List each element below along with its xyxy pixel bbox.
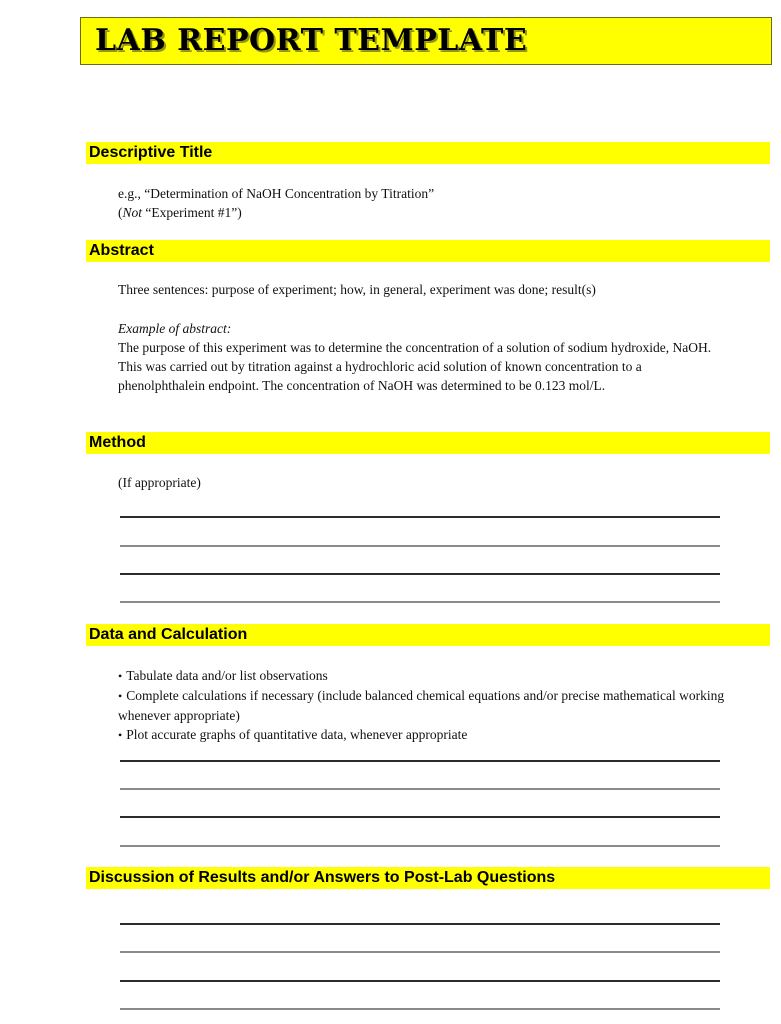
section-heading-method <box>86 432 770 454</box>
section-heading-discussion <box>86 867 770 889</box>
method-write-line-1[interactable] <box>120 516 720 518</box>
discussion-write-line-3[interactable] <box>120 980 720 982</box>
list-item-text: Plot accurate graphs of quantitative data, whenever appropriate <box>126 727 468 742</box>
abstract-intro-text: Three sentences: purpose of experiment; how, in general, experiment was done; result(s) <box>118 282 596 297</box>
section-heading-abstract <box>86 240 770 262</box>
data-write-line-1[interactable] <box>120 760 720 762</box>
method-note-text: (If appropriate) <box>118 475 201 490</box>
list-item <box>118 686 728 725</box>
method-note <box>118 473 201 492</box>
method-write-line-2[interactable] <box>120 545 720 547</box>
descriptive-title-example-line: e.g., “Determination of NaOH Concentration by Titration” <box>118 186 435 201</box>
section-heading-label: Discussion of Results and/or Answers to Post-Lab Questions <box>89 869 556 886</box>
method-write-line-3[interactable] <box>120 573 720 575</box>
document-title: LAB REPORT TEMPLATE <box>95 23 528 58</box>
list-item-text: Tabulate data and/or list observations <box>126 668 328 683</box>
not-line-rest: “Experiment #1”) <box>142 205 242 220</box>
section-heading-label: Abstract <box>89 242 154 259</box>
bullet-icon: • <box>118 689 123 703</box>
not-line-emphasis: Not <box>122 205 143 220</box>
abstract-example-label: Example of abstract: <box>118 321 232 336</box>
document-title-banner <box>80 17 772 65</box>
discussion-write-line-4[interactable] <box>120 1008 720 1010</box>
section-heading-label: Data and Calculation <box>89 626 248 643</box>
data-calculation-bullets <box>118 666 728 745</box>
abstract-example <box>118 319 720 395</box>
descriptive-title-not-line <box>118 203 718 222</box>
discussion-write-line-1[interactable] <box>120 923 720 925</box>
bullet-icon: • <box>118 728 123 742</box>
discussion-write-line-2[interactable] <box>120 951 720 953</box>
abstract-intro <box>118 280 738 299</box>
data-write-line-2[interactable] <box>120 788 720 790</box>
section-heading-label: Method <box>89 434 146 451</box>
descriptive-title-examples <box>118 184 718 222</box>
data-write-line-4[interactable] <box>120 845 720 847</box>
method-write-line-4[interactable] <box>120 601 720 603</box>
section-heading-label: Descriptive Title <box>89 144 213 161</box>
list-item <box>118 725 728 745</box>
abstract-example-body: The purpose of this experiment was to determine the concentration of a solution of sodium hydroxide, NaOH. This was carried out by titration against a hydrochloric acid solution of known concentration to a phenolphthalein endpoint. The concentration of NaOH was determined to be 0.123 mol/L. <box>118 340 712 393</box>
not-line-open: ( <box>118 205 123 220</box>
list-item <box>118 666 728 686</box>
data-write-line-3[interactable] <box>120 816 720 818</box>
bullet-icon: • <box>118 669 123 683</box>
section-heading-descriptive-title <box>86 142 770 164</box>
list-item-text: Complete calculations if necessary (include balanced chemical equations and/or precise mathematical working whenever appropriate) <box>118 688 725 723</box>
section-heading-data-and-calculation <box>86 624 770 646</box>
